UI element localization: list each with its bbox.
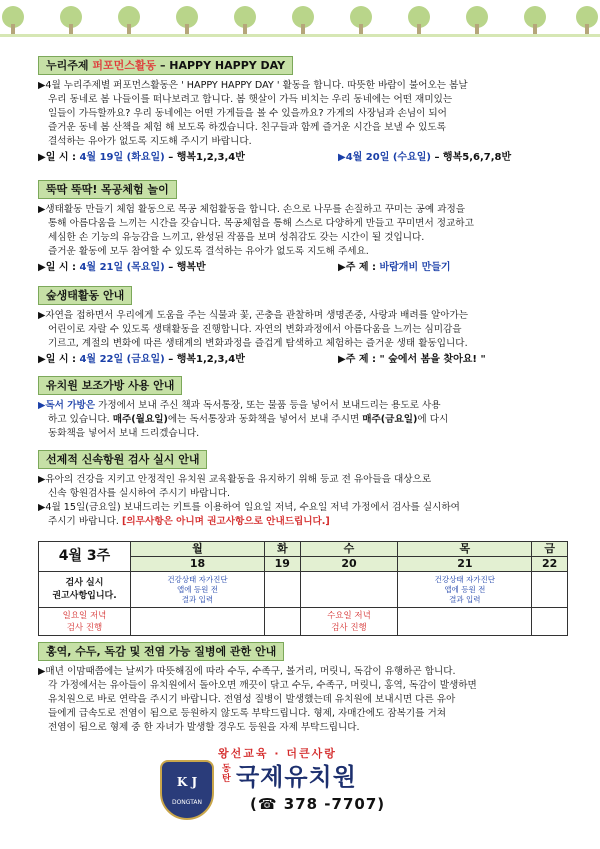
tree-icon	[118, 6, 140, 36]
section-forest	[38, 286, 568, 367]
tree-icon	[466, 6, 488, 36]
body-line: ▶유아의 건강을 지키고 안정적인 유치원 교육활동을 유지하기 위해 등교 전 유아들을 대상으로	[38, 474, 432, 485]
date-header: 18	[131, 557, 265, 572]
section-title: 유치원 보조가방 사용 안내	[38, 376, 182, 395]
body-line: 즐거운 동네 봄 산책을 체험 해 보도록 하겠습니다. 친구들과 함께 즐거운 시간을 보낼 수 있도록	[48, 122, 446, 133]
body-line: 각 가정에서는 유아들이 유치원에서 돌아오면 깨끗이 닦고 수두, 수족구, 머릿니, 홍역, 독감이 발생하면	[48, 680, 477, 691]
date-row: ▶일 시 : 4월 19일 (화요일) – 행복1,2,3,4반 ▶4월 20일 (수요일) – 행복5,6,7,8반	[38, 152, 512, 163]
section-title: 뚝딱 뚝딱! 목공체험 놀이	[38, 180, 177, 199]
schedule-table	[38, 541, 568, 636]
section-body	[38, 473, 568, 529]
section-woodwork	[38, 180, 568, 275]
body-line: ▶4월 15일(금요일) 보내드리는 키트를 이용하여 일요일 저녁, 수요일 저녁 가정에서 검사를 실시하여	[38, 502, 460, 513]
date-header: 22	[532, 557, 568, 572]
body-line: 기르고, 계절의 변화에 따른 생태계의 변화과정을 즐겁게 탐색하고 체험하는 즐거운 생태 활동입니다.	[48, 338, 468, 349]
body-line: 신속 항원검사를 실시하여 주시기 바랍니다.	[48, 488, 231, 499]
date-row: ▶일 시 : 4월 22일 (금요일) – 행복1,2,3,4반 ▶주 제 : " 숲에서 봄을 찾아요! "	[38, 354, 486, 365]
section-body	[38, 399, 568, 441]
day-header: 금	[532, 542, 568, 557]
row-label: 검사 실시 권고사항입니다.	[39, 572, 131, 608]
body-line: 하고 있습니다. 매주(월요일)에는 독서통장과 동화책을 넣어서 보내 주시면 매주(금요일)에 다시	[48, 414, 449, 425]
day-header: 화	[264, 542, 300, 557]
sunday-note: 일요일 저녁 검사 진행	[39, 608, 131, 636]
dongtan-label: 동탄	[222, 764, 231, 784]
date-header: 21	[398, 557, 532, 572]
body-line: 주시기 바랍니다. [의무사항은 아니며 권고사항으로 안내드립니다.]	[48, 516, 330, 527]
friday-cell-2	[532, 608, 568, 636]
body-line: 어린이로 자랄 수 있도록 생태활동을 진행합니다. 자연의 변화과정에서 아름다움을 느끼는 심미감을	[48, 324, 462, 335]
tree-icon	[524, 6, 546, 36]
body-line: ▶매년 이맘때쯤에는 날씨가 따뜻해짐에 따라 수두, 수족구, 볼거리, 머릿니, 독감이 유행하곤 합니다.	[38, 666, 456, 677]
body-line: 전염이 됨으로 형제 중 한 자녀가 발생할 경우도 등원을 자제 부탁드립니다.	[48, 722, 360, 733]
body-line: 세심한 손 기능의 유능감을 느끼고, 완성된 작품을 보며 성취감도 갖는 시간이 될 것입니다.	[48, 232, 425, 243]
body-line: 일들이 가득할까요? 우리 동네에는 어떤 가게들을 볼 수 있을까요? 가게의 사장님과 손님이 되어	[48, 108, 447, 119]
phone-number: (☎ 378 -7707)	[250, 795, 386, 813]
section-bag	[38, 376, 568, 441]
body-line: 들에게 급속도로 전염이 됨으로 등원하지 않도록 부탁드립니다. 형제, 자매간에도 잠복기를 거쳐	[48, 708, 447, 719]
section-antigen	[38, 450, 568, 529]
friday-cell	[532, 572, 568, 608]
thursday-note: 건강상태 자가진단 앱에 등원 전 결과 입력	[398, 572, 532, 608]
body-line: ▶생태활동 만들기 체험 활동으로 목공 체험활동을 합니다. 손으로 나무를 손질하고 꾸미는 공예 과정을	[38, 204, 465, 215]
section-title: 누리주제 퍼포먼스활동 – HAPPY HAPPY DAY	[38, 56, 293, 75]
week-label: 4월 3주	[39, 542, 131, 572]
section-title: 숲생태활동 안내	[38, 286, 132, 305]
tree-icon	[2, 6, 24, 36]
body-line: 우리 동네로 봄 나들이를 떠나보려고 합니다. 봄 햇살이 가득 비치는 우리 동네에는 어떤 재미있는	[48, 94, 453, 105]
section-title: 선제적 신속항원 검사 실시 안내	[38, 450, 207, 469]
tuesday-cell-2	[264, 608, 300, 636]
section-body	[38, 203, 568, 259]
section-disease	[38, 642, 568, 735]
footer-logo	[160, 746, 420, 836]
body-line: 통해 아름다움을 느끼는 시간을 갖습니다. 목공체험을 통해 스스로 다양하게 만들고 꾸미면서 정교하고	[48, 218, 474, 229]
wednesday-note: 수요일 저녁 검사 진행	[300, 608, 398, 636]
date-row: ▶일 시 : 4월 21일 (목요일) – 행복반 ▶주 제 : 바람개비 만들기	[38, 262, 451, 273]
day-header: 월	[131, 542, 265, 557]
date-header: 20	[300, 557, 398, 572]
wednesday-cell	[300, 572, 398, 608]
body-line: ▶4월 누리주제별 퍼포먼스활동은 ' HAPPY HAPPY DAY ' 활동을 합니다. 따뜻한 바람이 불어오는 봄날	[38, 80, 468, 91]
tree-icon	[576, 6, 598, 36]
section-body	[38, 309, 568, 351]
body-line: 즐거운 활동에 모두 참여할 수 있도록 결석하는 유아가 없도록 지도해 주세요.	[48, 246, 369, 257]
section-performance	[38, 56, 568, 165]
tree-icon	[292, 6, 314, 36]
slogan: 왕선교육 · 더큰사랑	[218, 747, 337, 760]
monday-note: 건강상태 자가진단 앱에 등원 전 결과 입력	[131, 572, 265, 608]
tree-icon	[60, 6, 82, 36]
section-title: 홍역, 수두, 독감 및 전염 가능 질병에 관한 안내	[38, 642, 284, 661]
body-line: 유치원으로 바로 연락을 주시기 바랍니다. 전염성 질병이 발생했는데 유치원에 보내시면 다른 유아	[48, 694, 456, 705]
section-body	[38, 665, 568, 735]
ground-line	[0, 34, 600, 37]
body-line: 결석하는 유아가 없도록 지도해 주시기 바랍니다.	[48, 136, 252, 147]
date-header: 19	[264, 557, 300, 572]
kindergarten-name: 국제유치원	[236, 763, 357, 791]
tree-icon	[234, 6, 256, 36]
tree-icon	[350, 6, 372, 36]
schedule-table-wrap	[38, 541, 568, 636]
thursday-cell-2	[398, 608, 532, 636]
day-header: 목	[398, 542, 532, 557]
emblem-icon: K J DONGTAN	[160, 760, 214, 820]
day-header: 수	[300, 542, 398, 557]
tuesday-cell	[264, 572, 300, 608]
body-line: 동화책을 넣어서 보내 드리겠습니다.	[48, 428, 200, 439]
tree-icon	[176, 6, 198, 36]
tree-icon	[408, 6, 430, 36]
body-line: ▶독서 가방은 가정에서 보내 주신 책과 독서통장, 또는 물품 등을 넣어서 보내드리는 용도로 사용	[38, 400, 441, 411]
monday-cell-2	[131, 608, 265, 636]
body-line: ▶자연을 접하면서 우리에게 도움을 주는 식물과 꽃, 곤충을 관찰하며 생명존중, 사랑과 배려를 알아가는	[38, 310, 469, 321]
section-body	[38, 79, 568, 149]
